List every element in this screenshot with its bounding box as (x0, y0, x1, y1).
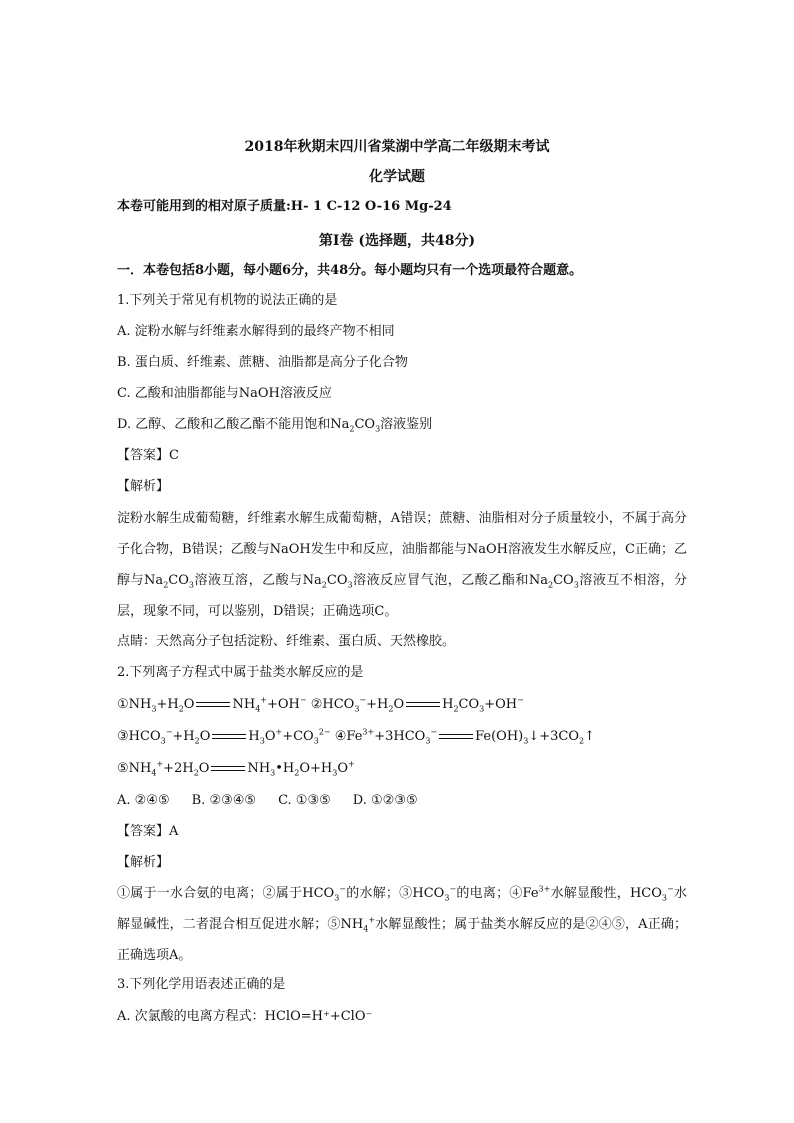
section-title: 第I卷 (选择题，共48分) (318, 233, 476, 249)
q1-analysis-3: 溶液反应冒气泡，乙酸乙酯和 (352, 573, 529, 588)
q1-answer: 【答案】C (117, 448, 179, 463)
reversible-arrow-icon (211, 765, 245, 773)
q2-equations-3-4: $③HCO_3^-+H_2O$ $H_3O^++CO_3^{2-}$ $④Fe^{3+}+3HCO_3^-$ $Fe(OH)_3↓+3CO_2↑$ (117, 727, 596, 746)
q1-option-c: C. 乙酸和油脂都能与NaOH溶液反应 (117, 386, 332, 401)
reversible-arrow-icon (196, 701, 230, 709)
exam-subtitle: 化学试题 (369, 169, 425, 185)
q1-option-a: A. 淀粉水解与纤维素水解得到的最终产物不相同 (117, 324, 395, 339)
q2-stem: 2.下列离子方程式中属于盐类水解反应的是 (117, 665, 364, 680)
q2-analysis-1: ①属于一水合氨的电离；②属于 (117, 886, 303, 901)
q2-equations-1-2: $①NH_3+H_2O$ $NH_4^++OH^-$ $②HCO_3^-+H_2O$ $H_2CO_3+OH^-$ (117, 695, 524, 714)
q2-equation-5: $⑤NH_4^++2H_2O$ $NH_3•H_2O+H_3O^+$ (117, 759, 355, 778)
atomic-masses: 本卷可能用到的相对原子质量:H- 1 C-12 O-16 Mg-24 (117, 199, 452, 214)
q1-option-b: B. 蛋白质、纤维素、蔗糖、油脂都是高分子化合物 (117, 355, 408, 370)
q1-option-d-post: 溶液鉴别 (380, 417, 433, 432)
q2-option-b: B. ②③④⑤ (191, 793, 257, 808)
section-instructions: 一．本卷包括8小题，每小题6分，共48分。每小题均只有一个选项最符合题意。 (117, 263, 583, 278)
reversible-arrow-icon (406, 701, 440, 709)
q2-option-c: C. ①③⑤ (278, 793, 331, 808)
q2-answer: 【答案】A (117, 824, 179, 839)
q2-analysis: ①属于一水合氨的电离；②属于$HCO_3^-$的水解；$③HCO_3^-$的电离；$④Fe^{3+}$水解显酸性，$HCO_3^-$水解显碱性，二者混合相互促进水解；$⑤NH_4^+$水解显酸性；属于盐类水解反应的是②④⑤，A正确；正确选项A。 (117, 884, 687, 963)
reversible-arrow-icon (439, 733, 473, 741)
q2-analysis-3: 的电离；④ (456, 886, 523, 901)
q1-analysis-1: 淀粉水解生成葡萄糖，纤维素水解生成葡萄糖，A错误；蔗糖、油脂相对分子质量较小，不属于高分子化合物，B错误；乙酸与NaOH发生中和反应，油脂都能与NaOH溶液发生水解反应，C正确；乙醇与 (117, 511, 687, 588)
q2-options (117, 792, 440, 810)
q1-option-d: D. 乙醇、乙酸和乙酸乙酯不能用饱和$Na_2CO_3$溶液鉴别 (117, 417, 433, 434)
q1-analysis-4: 溶液互不相溶，分层，现象不同，可以鉴别，D错误；正确选项C。 (117, 573, 687, 619)
q1-note: 点睛：天然高分子包括淀粉、纤维素、蛋白质、天然橡胶。 (117, 634, 456, 649)
q2-analysis-label: 【解析】 (117, 855, 170, 870)
q2-analysis-2: 的水解；③ (346, 886, 413, 901)
q1-stem: 1.下列关于常见有机物的说法正确的是 (117, 293, 338, 308)
exam-title: 2018年秋期末四川省棠湖中学高二年级期末考试 (244, 139, 550, 155)
q2-option-a: A. ②④⑤ (117, 793, 170, 808)
q1-option-d-pre: D. 乙醇、乙酸和乙酸乙酯不能用饱和 (117, 417, 331, 432)
reversible-arrow-icon (212, 733, 246, 741)
q2-analysis-4: 水解显酸性， (550, 886, 630, 901)
q2-analysis-6: 水解显酸性；属于盐类水解反应的是②④⑤，A正确；正确选项A。 (117, 917, 687, 963)
q3-option-a: A. 次氯酸的电离方程式：HClO=H⁺+ClO⁻ (117, 1009, 373, 1024)
q1-analysis-label: 【解析】 (117, 479, 170, 494)
q2-analysis-5: 水解显碱性，二者混合相互促进水解；⑤ (117, 886, 687, 932)
q3-stem: 3.下列化学用语表述正确的是 (117, 977, 286, 992)
q1-analysis-2: 溶液互溶，乙酸与 (193, 573, 303, 588)
q1-analysis: 淀粉水解生成葡萄糖，纤维素水解生成葡萄糖，A错误；蔗糖、油脂相对分子质量较小，不属于高分子化合物，B错误；乙酸与NaOH发生中和反应，油脂都能与NaOH溶液发生水解反应，C正确；乙醇与$Na_2CO_3$溶液互溶，乙酸与$Na_2CO_3$溶液反应冒气泡，乙酸乙酯和$Na_2CO_3$溶液互不相溶，分层，现象不同，可以鉴别，D错误；正确选项C。 (117, 511, 687, 619)
q2-option-d: D. ①②③⑤ (352, 793, 418, 808)
